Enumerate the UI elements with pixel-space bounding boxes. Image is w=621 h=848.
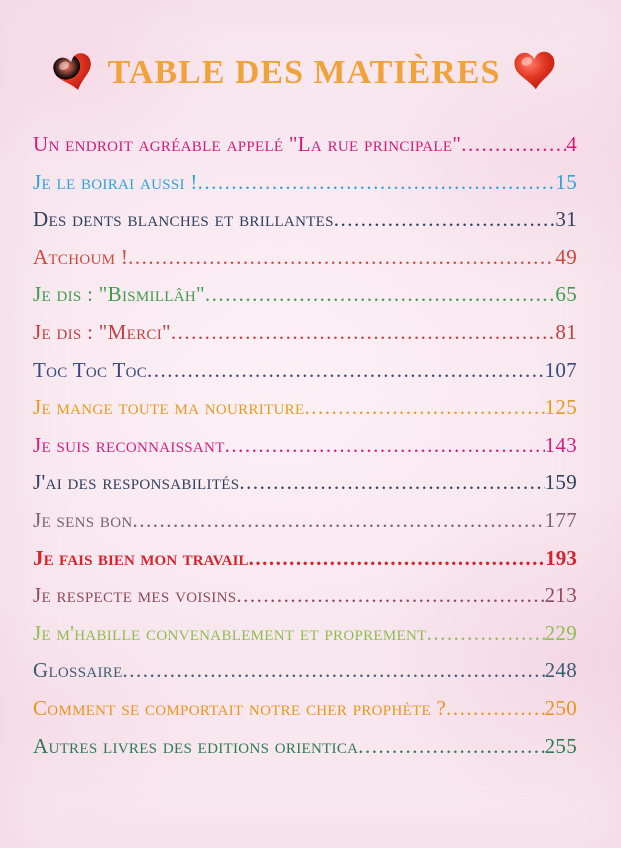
toc-entry-page: 81: [555, 319, 577, 344]
toc-entry-page: 255: [544, 733, 577, 758]
dot-leader: [427, 621, 545, 642]
toc-entry: [33, 395, 577, 433]
toc-entry-page: 143: [544, 432, 577, 457]
dot-leader: [461, 132, 566, 153]
toc-entry-label: Je dis : "Merci": [33, 319, 171, 344]
toc-entry: [33, 508, 577, 546]
toc-entry-page: 229: [544, 620, 577, 645]
title-row: [33, 44, 577, 102]
toc-entry: [33, 132, 577, 170]
dot-leader: [198, 170, 556, 191]
toc-entry: [33, 621, 577, 659]
toc-entry: [33, 170, 577, 208]
toc-entry: [33, 658, 577, 696]
toc-entry-label: Je m'habille convenablement et proprement: [33, 620, 427, 645]
dot-leader: [236, 583, 544, 604]
toc-entry-page: 4: [566, 132, 577, 156]
dot-leader: [358, 734, 544, 755]
toc-entry-label: Un endroit agréable appelé "La rue principale": [33, 132, 462, 156]
toc-entry: [33, 696, 577, 734]
toc-entry-page: 248: [544, 658, 577, 683]
dot-leader: [334, 207, 556, 228]
dot-leader: [304, 395, 544, 416]
toc-entry-page: 125: [544, 395, 577, 420]
toc-entry-page: 49: [555, 244, 577, 269]
toc-entry-page: 31: [555, 207, 577, 232]
dot-leader: [133, 508, 545, 529]
toc-entry-label: J'ai des responsabilités: [33, 470, 240, 495]
toc-entry: [33, 282, 577, 320]
toc-entry: [33, 245, 577, 283]
toc-entry: [33, 433, 577, 471]
toc-entry: [33, 358, 577, 396]
toc-entry-page: 15: [555, 169, 577, 194]
toc-entry-page: 177: [544, 507, 577, 532]
toc-entry-label: Je suis reconnaissant: [33, 432, 225, 457]
toc-entry-label: Je sens bon: [33, 507, 133, 532]
toc-entry-label: Je mange toute ma nourriture: [33, 395, 305, 420]
toc-list: [33, 132, 577, 771]
toc-entry-label: Des dents blanches et brillantes: [33, 207, 334, 232]
toc-entry: [33, 470, 577, 508]
toc-entry-page: 193: [545, 545, 577, 570]
toc-entry-label: Je respecte mes voisins: [33, 583, 237, 608]
toc-entry: [33, 583, 577, 621]
heart-icon: [51, 50, 98, 99]
toc-entry-label: Je le boirai aussi !: [33, 169, 198, 194]
dot-leader: [171, 320, 556, 341]
toc-entry-page: 107: [544, 357, 577, 382]
toc-entry-label: Glossaire: [33, 658, 123, 683]
page-title: TABLE DES MATIÈRES: [107, 54, 501, 91]
toc-entry-label: Atchoum !: [33, 244, 129, 269]
toc-entry-label: Toc Toc Toc: [33, 357, 148, 382]
toc-entry-page: 213: [544, 583, 577, 608]
toc-entry-label: Je fais bien mon travail: [33, 545, 249, 570]
toc-entry-page: 159: [544, 470, 577, 495]
toc-entry-label: Autres livres des editions orientica: [33, 733, 359, 758]
dot-leader: [205, 282, 555, 303]
dot-leader: [128, 245, 555, 266]
toc-entry: [33, 207, 577, 245]
toc-entry-page: 250: [544, 695, 577, 720]
toc-entry-label: Je dis : "Bismillâh": [33, 282, 205, 307]
dot-leader: [225, 433, 545, 454]
dot-leader: [249, 546, 546, 567]
toc-entry: [33, 546, 577, 584]
heart-icon: [514, 50, 556, 95]
dot-leader: [239, 470, 544, 491]
dot-leader: [446, 696, 544, 717]
toc-entry-page: 65: [555, 282, 577, 307]
toc-entry-label: Comment se comportait notre cher prophète ?: [33, 695, 447, 720]
dot-leader: [123, 658, 545, 679]
toc-entry: [33, 734, 577, 772]
toc-entry: [33, 320, 577, 358]
dot-leader: [147, 358, 545, 379]
